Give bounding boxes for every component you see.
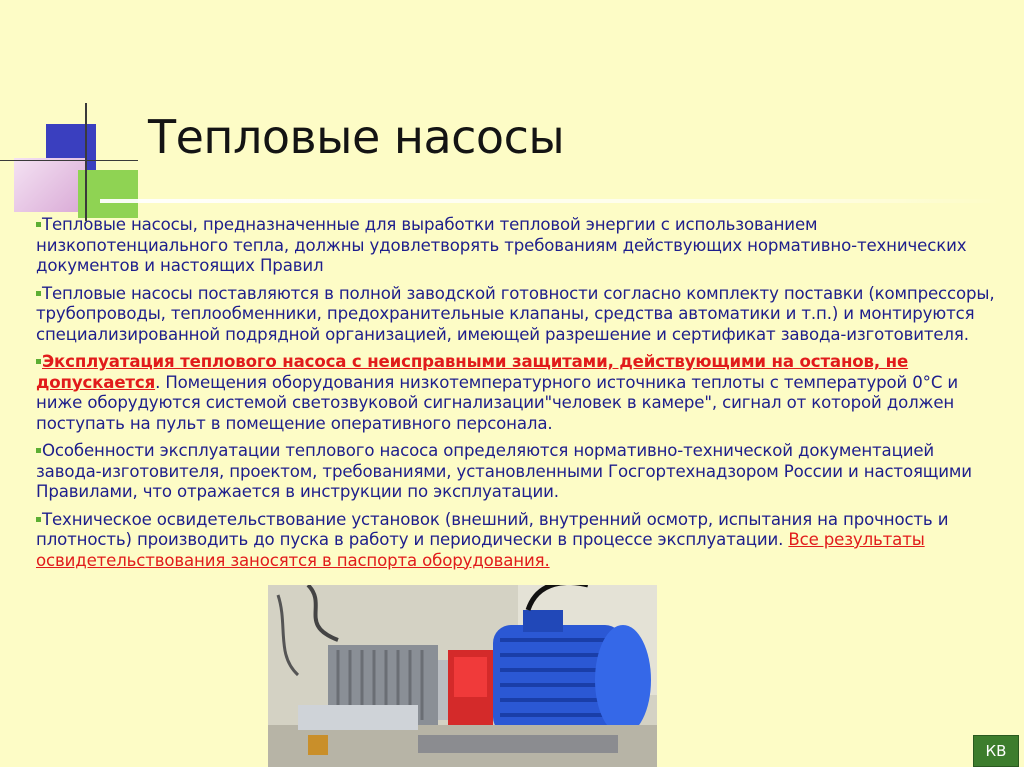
slide-title: Тепловые насосы [148,110,565,164]
square-bullet-icon [36,517,41,522]
decor-pink-square [14,158,86,212]
bullet-paragraph [36,441,1004,503]
decor-horizontal-line [0,160,138,161]
square-bullet-icon [36,291,41,296]
bullet-text: . Помещения оборудования низкотемпературного источника теплоты с температурой 0°С и ниже оборудуются системой светозвуковой сигнализации"человек в камере", сигнал от которой должен поступать на пульт в помещение оперативного персонала. [36,372,959,433]
square-bullet-icon [36,222,41,227]
square-bullet-icon [36,448,41,453]
bullet-paragraph [36,215,1004,277]
bullet-text: Тепловые насосы поставляются в полной заводской готовности согласно комплекту поставки (компрессоры, трубопроводы, теплообменники, предохранительные клапаны, средства автоматики и т.п.) и монтируются специализированной подрядной организацией, имеющей разрешение и сертификат завода-изготовителя. [36,283,995,344]
bullet-text: Техническое освидетельствование установок (внешний, внутренний осмотр, испытания на прочность и плотность) производить до пуска в работу и периодически в процессе эксплуатации. [36,509,949,549]
heat-pump-illustration [268,585,657,767]
highlighted-text: Эксплуатация теплового насоса с неисправными защитами, действующими на останов, не допускается [36,352,909,392]
highlighted-text: Все результаты освидетельствования заносятся в паспорта оборудования. [36,530,925,570]
bullet-paragraph [36,510,1004,572]
bullet-text: Тепловые насосы, предназначенные для выработки тепловой энергии с использованием низкопотенциального тепла, должны удовлетворять требованиям действующих нормативно-технических документов и настоящих Правил [36,215,967,275]
decor-green-square [78,170,138,218]
heat-pump-photo [268,585,657,767]
bullet-list [36,215,1004,578]
kb-nav-button[interactable]: КВ [973,735,1019,767]
bullet-text: Особенности эксплуатации теплового насоса определяются нормативно-технической документацией завода-изготовителя, проектом, требованиями, установленными Госгортехнадзором России и настоящими Правилами, что отражается в инструкции по эксплуатации. [36,441,972,501]
square-bullet-icon [36,359,41,364]
bullet-paragraph [36,352,1004,434]
bullet-paragraph [36,284,1004,346]
title-underline [100,199,1000,203]
decor-vertical-line [85,103,87,221]
